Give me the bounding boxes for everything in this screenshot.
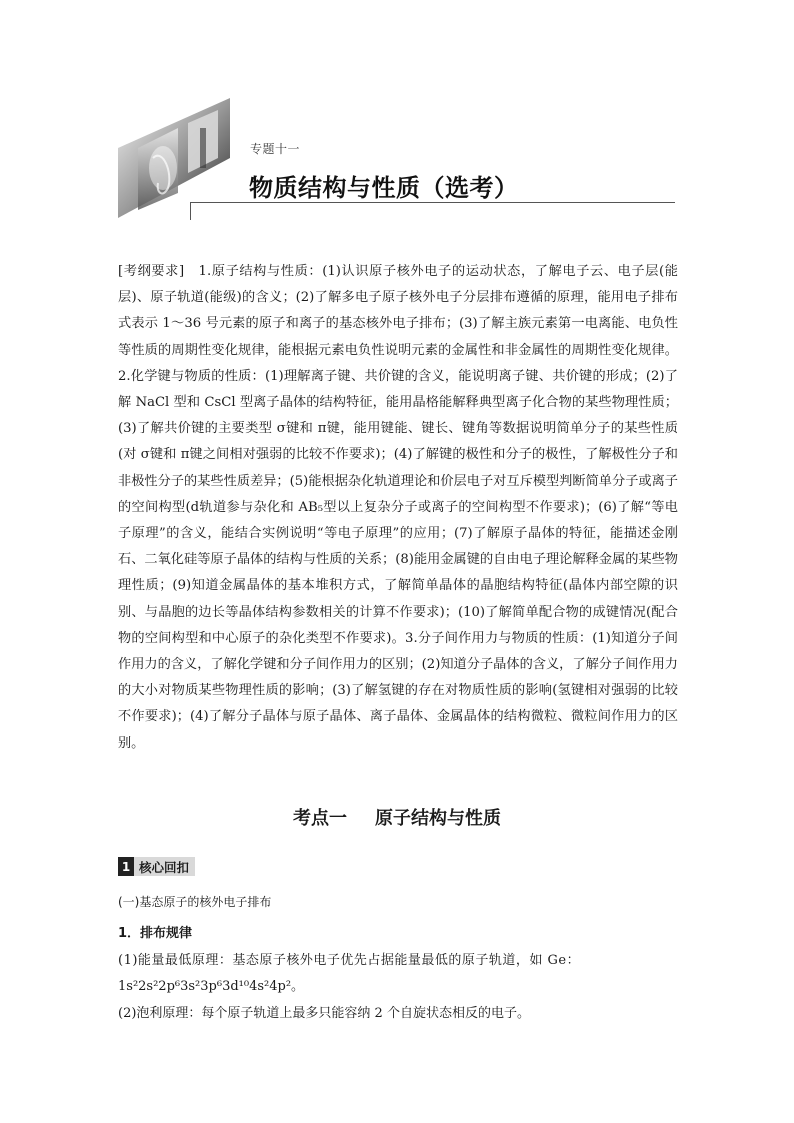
badge-text: 核心回扣 — [139, 859, 190, 875]
lowest-energy-principle — [118, 948, 678, 1000]
rule-heading: 1．排布规律 — [118, 926, 193, 941]
core-review-badge — [118, 857, 195, 876]
section-heading — [0, 804, 794, 830]
title-rule-tick — [190, 202, 191, 220]
exam-requirements-paragraph: [考纲要求] 1.原子结构与性质：(1)认识原子核外电子的运动状态，了解电子云、电子层(能层)、原子轨道(能级)的含义；(2)了解多电子原子核外电子分层排布遵循的原理，能用电子排布式表示 1～36 号元素的原子和离子的基态核外电子排布；(3)了解主族元素第一电离能、电负性等性质的周期性变化规律，能根据元素电负性说明元素的金属性和非金属性的周期性变化规律。2.化学键与物质的性质：(1)理解离子键、共价键的含义，能说明离子键、共价键的形成；(2)了解 NaCl 型和 CsCl 型离子晶体的结构特征，能用晶格能解释典型离子化合物的某些物理性质；(3)了解共价键的主要类型 σ键和 π键，能用键能、键长、键角等数据说明简单分子的某些性质(对 σ键和 π键之间相对强弱的比较不作要求)；(4)了解键的极性和分子的极性，了解极性分子和非极性分子的某些性质差异；(5)能根据杂化轨道理论和价层电子对互斥模型判断简单分子或离子的空间构型(d轨道参与杂化和 AB₅型以上复杂分子或离子的空间构型不作要求)；(6)了解“等电子原理”的含义，能结合实例说明“等电子原理”的应用；(7)了解原子晶体的特征，能描述金刚石、二氧化硅等原子晶体的结构与性质的关系；(8)能用金属键的自由电子理论解释金属的某些物理性质；(9)知道金属晶体的基本堆积方式，了解简单晶体的晶胞结构特征(晶体内部空隙的识别、与晶胞的边长等晶体结构参数相关的计算不作要求)；(10)了解简单配合物的成键情况(配合物的空间构型和中心原子的杂化类型不作要求)。3.分子间作用力与物质的性质：(1)知道分子间作用力的含义，了解化学键和分子间作用力的区别；(2)知道分子晶体的含义，了解分子间作用力的大小对物质某些物理性质的影响；(3)了解氢键的存在对物质性质的影响(氢键相对强弱的比较不作要求)；(4)了解分子晶体与原子晶体、离子晶体、金属晶体的结构微粒、微粒间作用力的区别。 — [118, 264, 678, 751]
title-rule — [190, 202, 675, 203]
chapter-title: 物质结构与性质（选考） — [249, 174, 519, 202]
principle-text: (1)能量最低原理：基态原子核外电子优先占据能量最低的原子轨道，如 Ge： — [118, 953, 581, 968]
subsection-heading: (一)基态原子的核外电子排布 — [118, 895, 272, 909]
section-name: 原子结构与性质 — [375, 808, 501, 829]
chapter-subtitle: 专题十一 — [250, 142, 301, 156]
section-label: 考点一 — [293, 808, 347, 829]
pauli-principle: (2)泡利原理：每个原子轨道上最多只能容纳 2 个自旋状态相反的电子。 — [118, 1006, 530, 1021]
ge-electron-configuration: 1s²2s²2p⁶3s²3p⁶3d¹⁰4s²4p²。 — [118, 979, 305, 994]
chapter-header-image — [118, 98, 230, 218]
badge-number: 1 — [118, 857, 134, 876]
